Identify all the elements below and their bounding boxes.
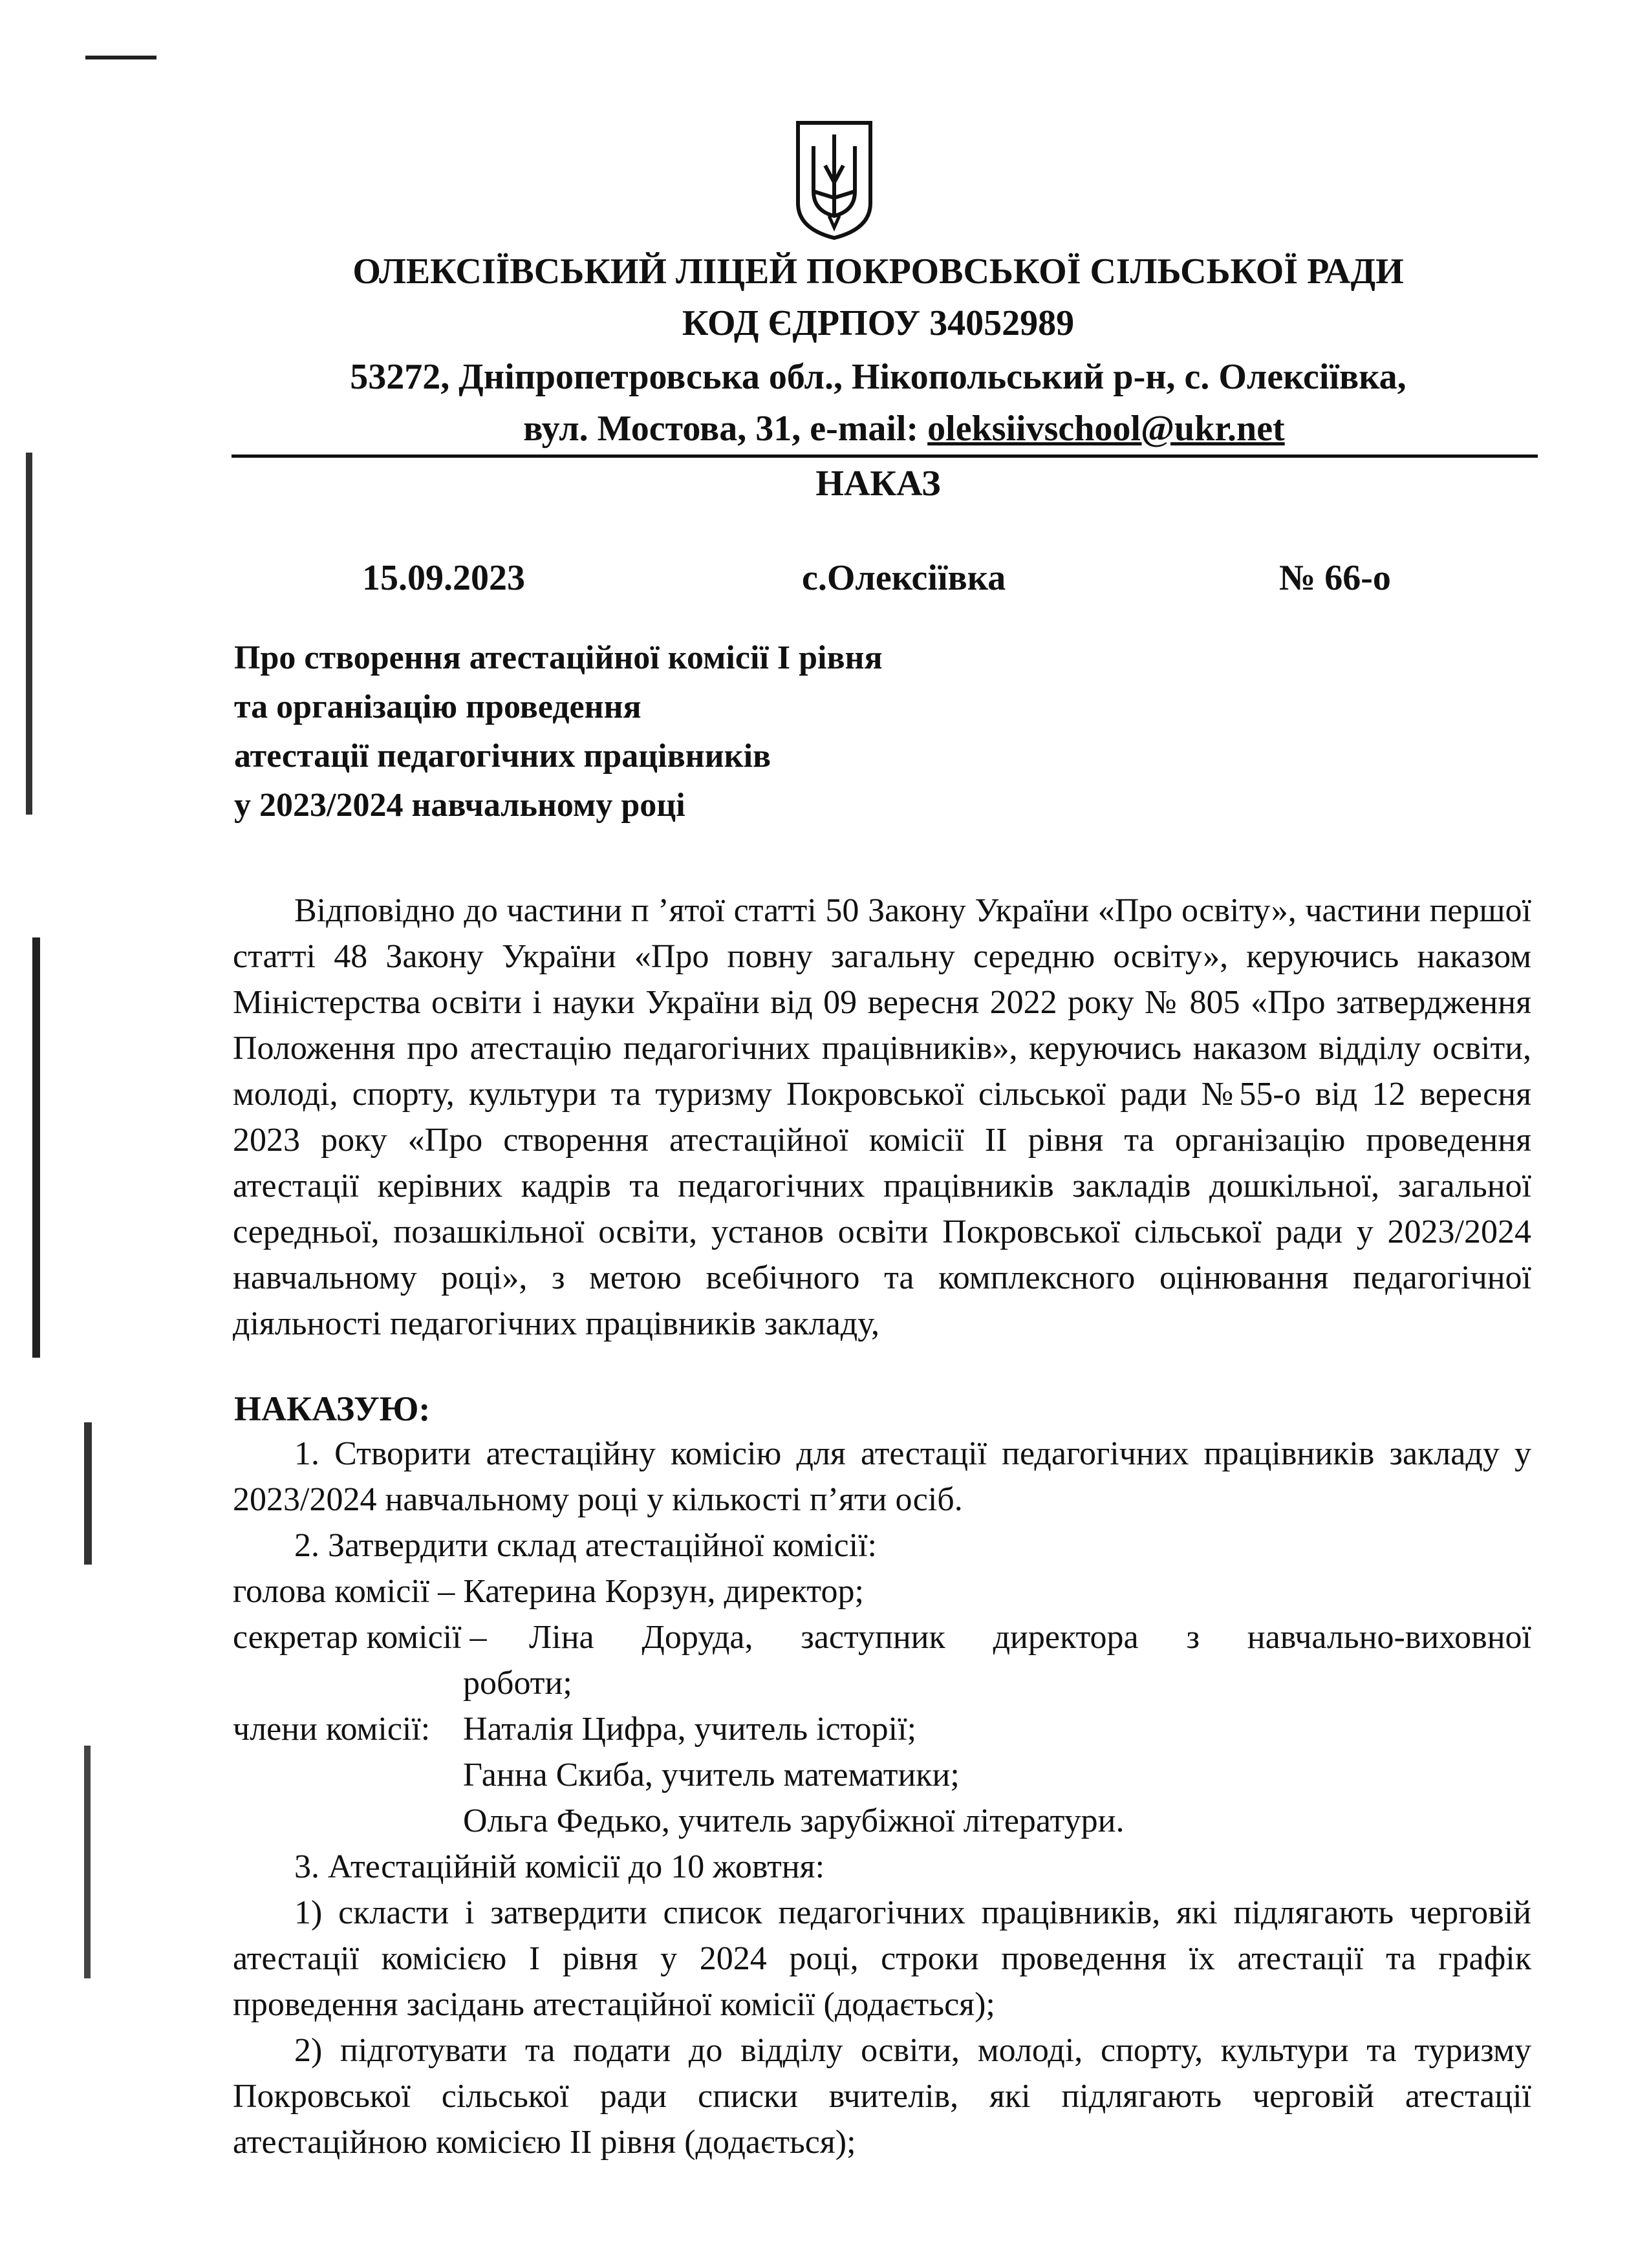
- item-3-2: 2) підготувати та подати до відділу освіти, молоді, спорту, культури та туризму Покровської сільської ради списки вчителів, які підлягають черговій атестації атестаційною комісією ІІ рівня (додається);: [233, 2032, 1531, 2161]
- address-line-2: [259, 408, 1549, 449]
- address-line-1: 53272, Дніпропетровська обл., Нікопольський р-н, с. Олексіївка,: [350, 357, 1406, 397]
- item-2: 2. Затвердити склад атестаційної комісії:: [294, 1527, 877, 1564]
- members-label: члени комісії:: [233, 1711, 431, 1748]
- scan-artifact-left-3: [84, 1422, 92, 1565]
- member-3: Ольга Федько, учитель зарубіжної літератури.: [463, 1803, 1125, 1839]
- order-date: 15.09.2023: [362, 558, 525, 598]
- subject-line: атестації педагогічних працівників: [234, 738, 771, 775]
- scan-artifact-left-4: [84, 1746, 91, 1978]
- item-3-1: 1) скласти і затвердити список педагогічних працівників, які підлягають черговій атестації комісією І рівня у 2024 році, строки проведення їх атестації та графік проведення засідань атестаційної комісії (додається);: [233, 1894, 1531, 2023]
- scan-artifact-left-2: [32, 937, 40, 1358]
- email-link[interactable]: oleksiivschool@ukr.net: [927, 409, 1285, 449]
- header-divider: [232, 455, 1538, 458]
- commission-chair: голова комісії – Катерина Корзун, директор;: [233, 1573, 864, 1610]
- address-street: вул. Мостова, 31, e-mail:: [523, 409, 928, 449]
- order-number: № 66-о: [1279, 558, 1391, 598]
- preamble-paragraph: Відповідно до частини п ’ятої статті 50 Закону України «Про освіту», частини першої статті 48 Закону України «Про повну загальну середню освіту», керуючись наказом Міністерства освіти і науки України від 09 вересня 2022 року № 805 «Про затвердження Положення про атестацію педагогічних працівників», керуючись наказом відділу освіти, молоді, спорту, культури та туризму Покровської сільської ради №55-о від 12 вересня 2023 року «Про створення атестаційної комісії ІІ рівня та організацію проведення атестації керівних кадрів та педагогічних працівників закладів дошкільної, загальної середньої, позашкільної освіти, установ освіти Покровської сільської ради у 2023/2024 навчальному році», з метою всебічного та комплексного оцінювання педагогічної діяльності педагогічних працівників закладу,: [233, 892, 1531, 1342]
- order-place: с.Олексіївка: [802, 558, 1006, 598]
- secretary-label: секретар комісії –: [233, 1619, 487, 1656]
- order-word: НАКАЗУЮ:: [234, 1389, 431, 1428]
- item-3: 3. Атестаційній комісії до 10 жовтня:: [294, 1848, 825, 1885]
- school-name: ОЛЕКСІЇВСЬКИЙ ЛІЦЕЙ ПОКРОВСЬКОЇ СІЛЬСЬКОЇ РАДИ: [352, 251, 1404, 292]
- item-1: 1. Створити атестаційну комісію для атестації педагогічних працівників закладу у 2023/2024 навчальному році у кількості п’яти осіб.: [233, 1435, 1531, 1518]
- document-type: НАКАЗ: [815, 464, 941, 504]
- subject-line: у 2023/2024 навчальному році: [234, 787, 685, 824]
- edrpou-code: КОД ЄДРПОУ 34052989: [682, 303, 1075, 343]
- secretary-text: Ліна Доруда, заступник директора з навчально-виховної: [529, 1619, 1531, 1656]
- scan-artifact-top: [85, 56, 156, 59]
- order-subject: [234, 634, 883, 830]
- subject-line: Про створення атестаційної комісії І рівня: [234, 639, 883, 676]
- member-1: Наталія Цифра, учитель історії;: [463, 1711, 917, 1748]
- subject-line: та організацію проведення: [234, 689, 641, 725]
- trident-emblem-icon: [794, 120, 874, 241]
- member-2: Ганна Скиба, учитель математики;: [463, 1757, 960, 1793]
- secretary-text-cont: роботи;: [463, 1665, 572, 1702]
- scan-artifact-left-1: [26, 453, 32, 815]
